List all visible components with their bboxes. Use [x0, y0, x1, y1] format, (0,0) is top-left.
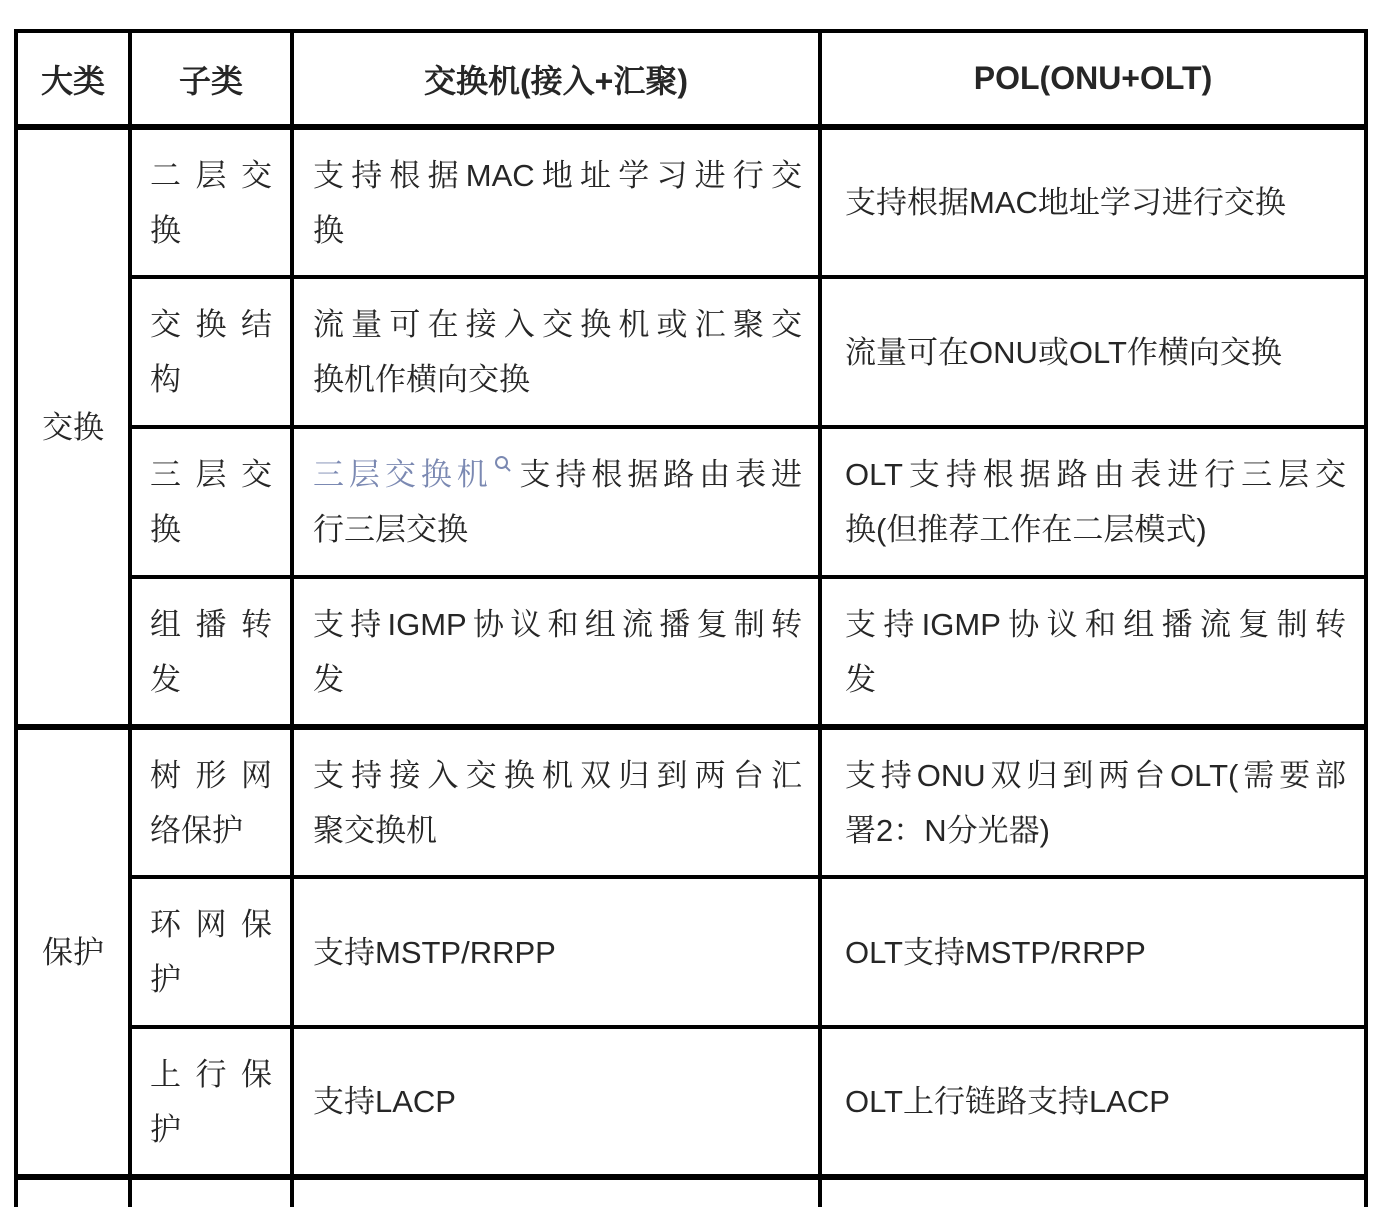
- cell-line: 支持根据MAC地址学习进行交换: [845, 185, 1286, 220]
- table-row: [16, 277, 1366, 427]
- cell-line: 支持MSTP/RRPP: [313, 934, 556, 970]
- switch-feature-cell: [292, 877, 820, 1027]
- header-major-category: 大类: [16, 31, 130, 127]
- switch-feature-cell: [292, 127, 820, 277]
- cell-line: 组播转: [150, 606, 272, 642]
- cell-line: 发: [150, 661, 181, 697]
- table-row: [16, 1027, 1366, 1177]
- sub-category-cell: [130, 1027, 292, 1177]
- switch-feature-cell: [292, 1177, 820, 1207]
- cell-line: 署2：N分光器): [845, 812, 1050, 848]
- switch-feature-cell: [292, 427, 820, 577]
- pol-feature-cell: [820, 1177, 1366, 1207]
- comparison-table-body: [16, 127, 1366, 1207]
- pol-feature-cell: [820, 427, 1366, 577]
- cell-line: 聚交换机: [313, 812, 437, 848]
- table-row: [16, 1177, 1366, 1207]
- cell-line: 行三层交换: [313, 512, 468, 547]
- cell-text: 支持根据路由表进: [514, 457, 803, 492]
- cell-line: 护: [150, 1111, 181, 1147]
- pol-feature-cell: [820, 877, 1366, 1027]
- cell-line: 流量可在ONU或OLT作横向交换: [845, 334, 1282, 370]
- entity-link[interactable]: 三层交换机: [313, 457, 493, 492]
- cell-line: 流量可在接入交换机或汇聚交: [313, 307, 802, 342]
- cell-line: 二层交: [150, 157, 272, 193]
- cell-line: 三层交: [150, 457, 272, 492]
- header-switch-column: 交换机(接入+汇聚): [292, 31, 820, 127]
- switch-feature-cell: [292, 727, 820, 877]
- cell-line: 换机作横向交换: [313, 362, 530, 397]
- pol-feature-cell: [820, 277, 1366, 427]
- cell-line: 络保护: [150, 812, 243, 848]
- cell-line: 支持IGMP协议和组流播复制转: [313, 606, 802, 642]
- search-icon[interactable]: [494, 455, 512, 473]
- cell-line: 交换: [42, 409, 104, 445]
- sub-category-cell: [130, 577, 292, 727]
- major-category-cell: [16, 1177, 130, 1207]
- cell-line: 换: [313, 212, 344, 248]
- cell-line: 支持根据MAC地址学习进行交: [313, 157, 802, 193]
- cell-line: 交换结: [150, 307, 272, 342]
- table-row: [16, 127, 1366, 277]
- cell-line: 发: [313, 661, 344, 697]
- cell-line: 树形网: [150, 757, 272, 793]
- cell-line: [313, 447, 802, 502]
- pol-feature-cell: [820, 577, 1366, 727]
- sub-category-cell: [130, 427, 292, 577]
- cell-line: OLT支持MSTP/RRPP: [845, 934, 1146, 970]
- cell-line: 换: [150, 512, 181, 547]
- cell-line: 构: [150, 362, 181, 397]
- cell-line: 发: [845, 661, 876, 697]
- pol-feature-cell: [820, 1027, 1366, 1177]
- switch-feature-cell: [292, 277, 820, 427]
- cell-line: 上行保: [150, 1056, 272, 1092]
- cell-line: OLT支持根据路由表进行三层交: [845, 457, 1346, 492]
- header-pol-column: POL(ONU+OLT): [820, 31, 1366, 127]
- switch-feature-cell: [292, 1027, 820, 1177]
- comparison-table: [14, 29, 1368, 1207]
- major-category-cell: [16, 727, 130, 1177]
- table-row: [16, 577, 1366, 727]
- sub-category-cell: [130, 1177, 292, 1207]
- sub-category-cell: [130, 127, 292, 277]
- cell-line: 环网保: [150, 907, 272, 942]
- table-row: [16, 877, 1366, 1027]
- pol-feature-cell: [820, 127, 1366, 277]
- cell-line: 支持IGMP协议和组播流复制转: [845, 606, 1346, 642]
- cell-line: 护: [150, 962, 181, 997]
- cell-line: 换(但推荐工作在二层模式): [845, 512, 1207, 547]
- table-row: [16, 727, 1366, 877]
- header-row: [16, 31, 1366, 127]
- cell-line: OLT上行链路支持LACP: [845, 1084, 1170, 1119]
- sub-category-cell: [130, 727, 292, 877]
- cell-line: 支持接入交换机双归到两台汇: [313, 757, 802, 793]
- switch-feature-cell: [292, 577, 820, 727]
- cell-line: 换: [150, 212, 181, 248]
- major-category-cell: [16, 127, 130, 727]
- sub-category-cell: [130, 277, 292, 427]
- cell-line: 支持LACP: [313, 1084, 456, 1119]
- cell-line: 支持ONU双归到两台OLT(需要部: [845, 757, 1346, 793]
- header-sub-category: 子类: [130, 31, 292, 127]
- table-row: [16, 427, 1366, 577]
- pol-feature-cell: [820, 727, 1366, 877]
- cell-line: 保护: [42, 934, 104, 970]
- sub-category-cell: [130, 877, 292, 1027]
